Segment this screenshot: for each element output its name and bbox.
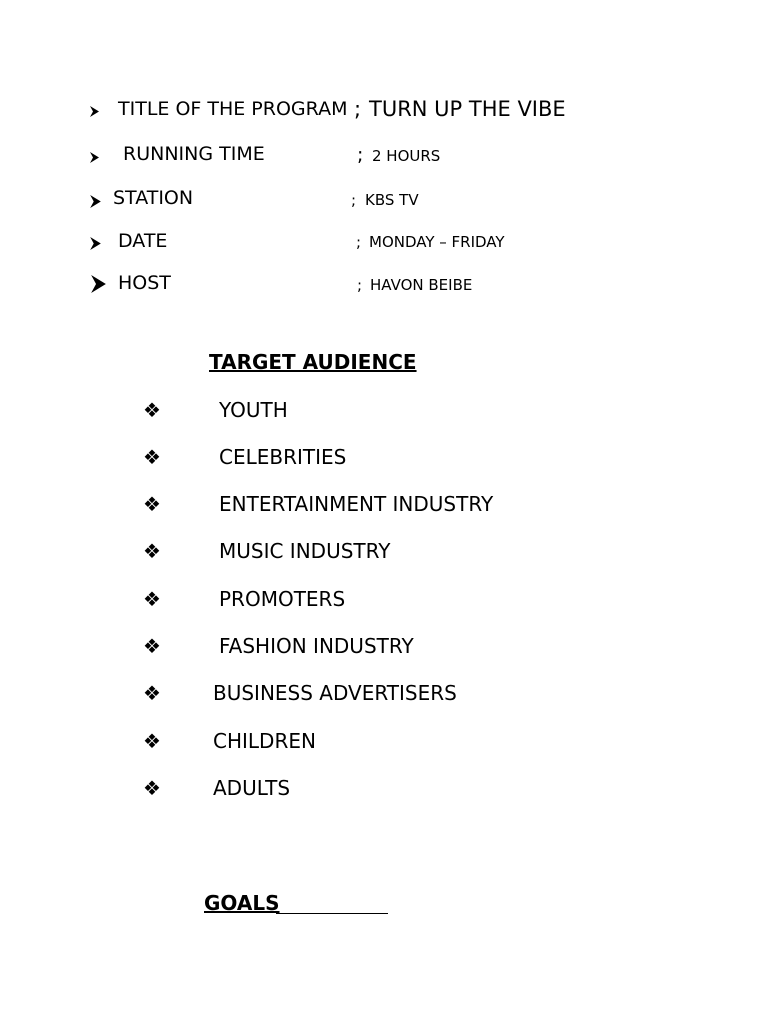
audience-item: MUSIC INDUSTRY bbox=[219, 539, 391, 563]
host-label: HOST bbox=[118, 272, 171, 294]
diamond-bullet-icon: ❖ bbox=[143, 634, 161, 658]
audience-item: ADULTS bbox=[213, 776, 291, 800]
program-title-separator: ; bbox=[354, 97, 362, 121]
audience-item: ENTERTAINMENT INDUSTRY bbox=[219, 492, 494, 516]
audience-item: FASHION INDUSTRY bbox=[219, 634, 414, 658]
diamond-bullet-icon: ❖ bbox=[143, 587, 161, 611]
diamond-bullet-icon: ❖ bbox=[143, 492, 161, 516]
station-label: STATION bbox=[113, 187, 194, 209]
station-value: KBS TV bbox=[365, 191, 419, 209]
goals-heading: GOALS bbox=[204, 891, 280, 915]
goals-underline bbox=[276, 913, 388, 914]
program-title-label: TITLE OF THE PROGRAM bbox=[118, 98, 348, 120]
host-separator: ; bbox=[357, 276, 363, 294]
diamond-bullet-icon: ❖ bbox=[143, 398, 161, 422]
audience-item: CELEBRITIES bbox=[219, 445, 347, 469]
diamond-bullet-icon: ❖ bbox=[143, 729, 161, 753]
arrow-bullet-icon bbox=[90, 195, 101, 208]
diamond-bullet-icon: ❖ bbox=[143, 445, 161, 469]
date-value: MONDAY – FRIDAY bbox=[369, 233, 505, 251]
arrow-bullet-icon bbox=[90, 275, 107, 293]
program-title-value: TURN UP THE VIBE bbox=[369, 97, 566, 121]
diamond-bullet-icon: ❖ bbox=[143, 681, 161, 705]
arrow-bullet-icon bbox=[90, 152, 99, 163]
station-separator: ; bbox=[351, 191, 357, 209]
target-audience-heading: TARGET AUDIENCE bbox=[209, 350, 417, 374]
running-time-label: RUNNING TIME bbox=[123, 143, 265, 165]
host-value: HAVON BEIBE bbox=[370, 276, 473, 294]
arrow-bullet-icon bbox=[90, 106, 99, 117]
running-time-value: 2 HOURS bbox=[372, 147, 441, 165]
date-separator: ; bbox=[356, 233, 362, 251]
audience-item: CHILDREN bbox=[213, 729, 316, 753]
diamond-bullet-icon: ❖ bbox=[143, 776, 161, 800]
running-time-separator: ; bbox=[357, 144, 364, 166]
audience-item: BUSINESS ADVERTISERS bbox=[213, 681, 457, 705]
audience-item: YOUTH bbox=[219, 398, 288, 422]
audience-item: PROMOTERS bbox=[219, 587, 346, 611]
date-label: DATE bbox=[118, 230, 168, 252]
arrow-bullet-icon bbox=[90, 237, 101, 250]
diamond-bullet-icon: ❖ bbox=[143, 539, 161, 563]
